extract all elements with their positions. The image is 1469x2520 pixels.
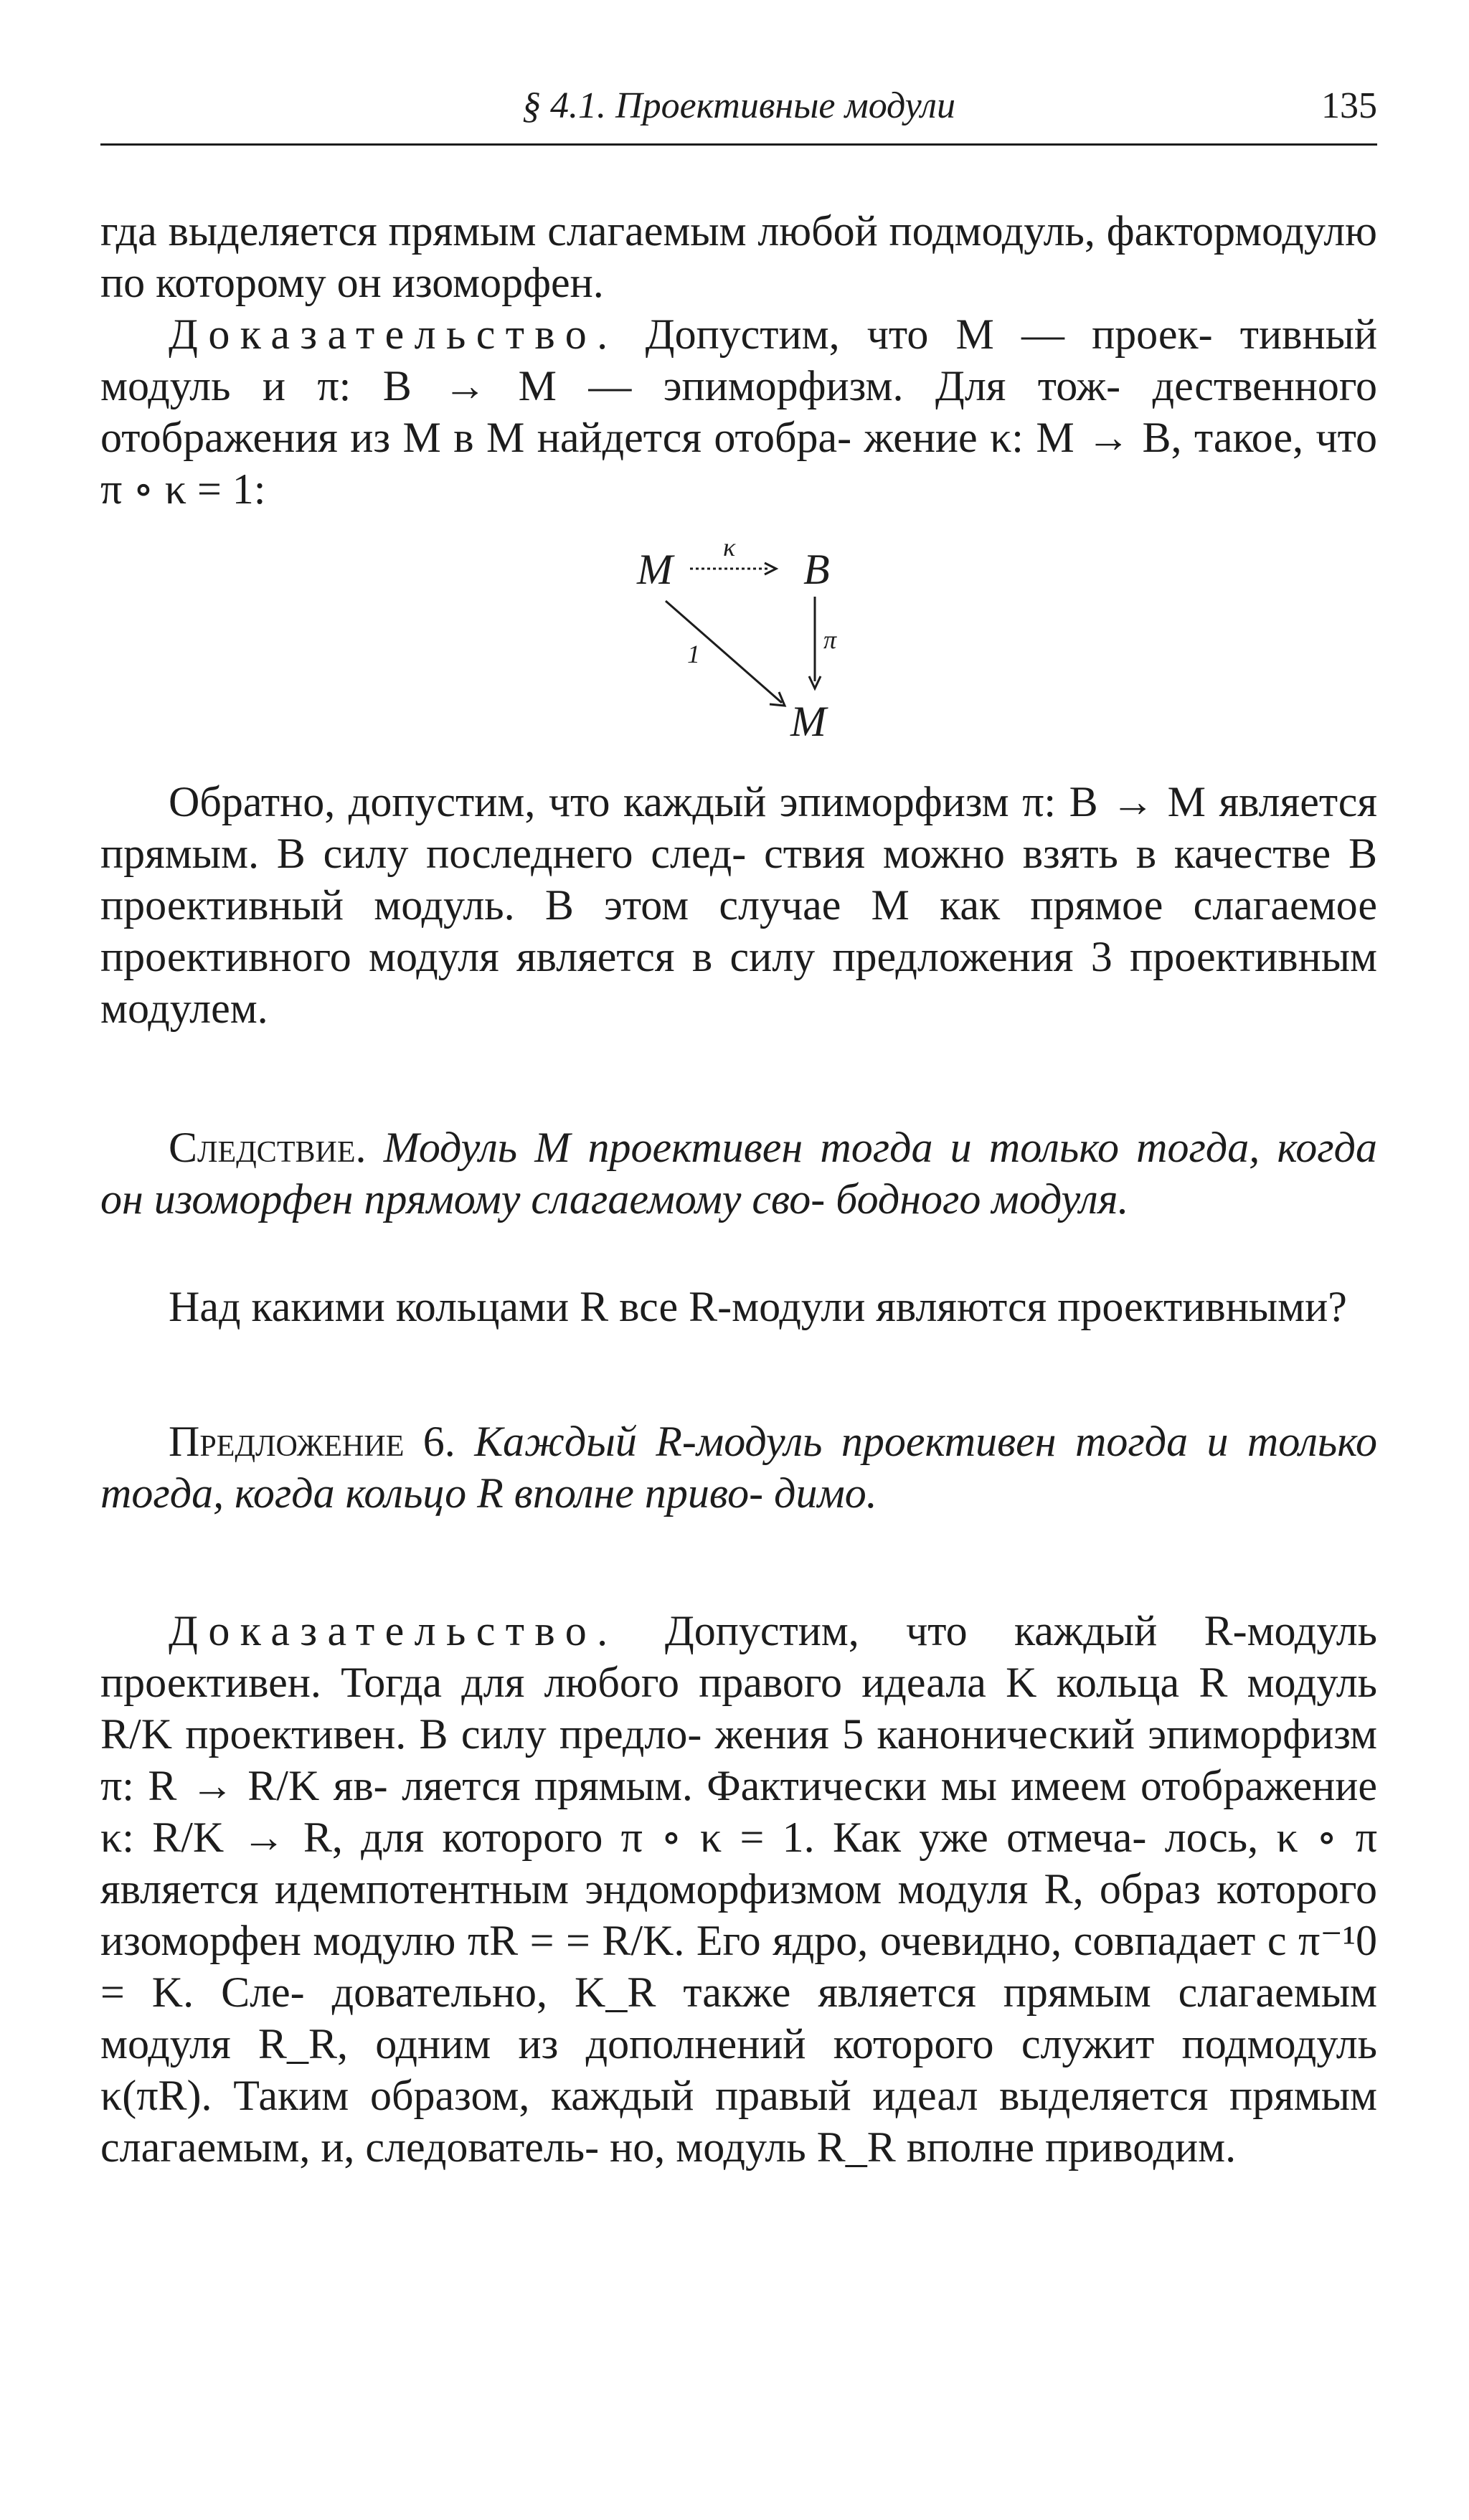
running-head	[100, 79, 1377, 146]
proof-heading-2: Доказательство.	[169, 1607, 618, 1654]
page-number: 135	[1321, 85, 1377, 126]
proposition-heading: Предложение 6.	[169, 1418, 455, 1465]
arrow-identity	[666, 601, 782, 703]
diagram-node-m-top: M	[637, 546, 673, 593]
diagram-label-kappa: κ	[723, 533, 736, 562]
commutative-diagram	[631, 531, 861, 753]
running-title: § 4.1. Проективные модули	[522, 85, 955, 126]
converse-paragraph: Обратно, допустим, что каждый эпиморфизм π: B → M является прямым. В силу последнего след- ствия можно взять в качестве B проективный модуль. В этом случае M как прямое слагаемое проективного модуля является в силу предложения 3 проективным модулем.	[100, 778, 1378, 1032]
diagram-label-pi: π	[823, 625, 837, 654]
proof-heading: Доказательство.	[169, 311, 618, 358]
proposition-paragraph: Предложение 6. Каждый R-модуль проективен тогда и только тогда, когда кольцо R вполне приво- димо.	[100, 1418, 1377, 1517]
diagram-label-one: 1	[687, 640, 700, 668]
diagram-node-m-bottom: M	[790, 698, 826, 745]
diagram-node-b: B	[803, 546, 830, 593]
paragraph-continuation: гда выделяется прямым слагаемым любой подмодуль, фактормодулю по которому он изоморфен.	[100, 207, 1377, 306]
proposition-proof-paragraph: Доказательство. Допустим, что каждый R-модуль проективен. Тогда для любого правого идеала K кольца R модуль R/K проективен. В силу предло- жения 5 канонический эпиморфизм π: R → R/K яв- ляется прямым. Фактически мы имеем отображение κ: R/K → R, для которого π ∘ κ = 1. Как уже отмеча- лось, κ ∘ π является идемпотентным эндоморфизмом модуля R, образ которого изоморфен модулю πR = = R/K. Его ядро, очевидно, совпадает с π⁻¹0 = K. Сле- довательно, K_R также является прямым слагаемым модуля R_R, одним из дополнений которого служит подмодуль κ(πR). Таким образом, каждый правый идеал выделяется прямым слагаемым, и, следователь- но, модуль R_R вполне приводим.	[100, 1607, 1378, 2171]
corollary-heading: Следствие.	[169, 1124, 367, 1171]
proof-paragraph: Доказательство. Допустим, что M — проек- тивный модуль и π: B → M — эпиморфизм. Для тож- дественного отображения из M в M найдется отобра- жение κ: M → B, такое, что π ∘ κ = 1:	[100, 311, 1378, 513]
corollary-paragraph: Следствие. Модуль M проективен тогда и только тогда, когда он изоморфен прямому слагаемому сво- бодного модуля.	[100, 1124, 1378, 1223]
question-paragraph: Над какими кольцами R все R-модули являются проективными?	[169, 1283, 1347, 1330]
